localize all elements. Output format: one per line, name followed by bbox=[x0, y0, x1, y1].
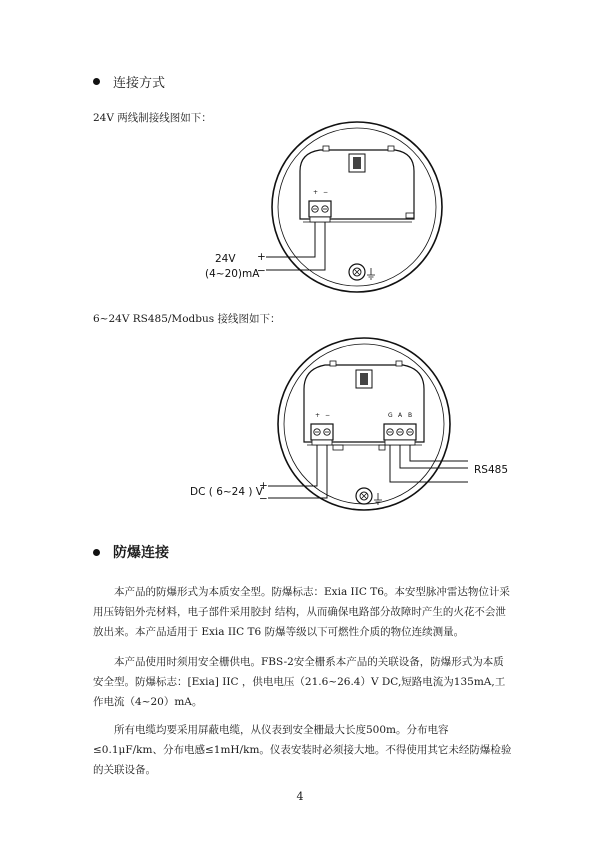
terminal-label-a: A bbox=[398, 412, 403, 419]
supply-label: DC ( 6~24 ) V bbox=[190, 486, 263, 498]
board-notch bbox=[330, 361, 336, 366]
rs485-label: RS485 bbox=[474, 464, 509, 476]
polarity-plus: + bbox=[257, 251, 266, 263]
heading-text: 连接方式 bbox=[113, 76, 166, 91]
board-notch bbox=[323, 146, 329, 151]
paragraph-cable-requirements: 所有电缆均要采用屏蔽电缆，从仪表到安全栅最大长度500m。分布电容≤0.1μF/km、分布电感≤1mH/km。仪表安装时必须接大地。不得使用其它未经防爆检验的关联设备。 bbox=[93, 724, 512, 776]
paragraph-explosion-type: 本产品的防爆形式为本质安全型。防爆标志：Exia IIC T6。本安型脉冲雷达物位计采用压铸铝外壳材料，电子部件采用胶封 结构，从而确保电路部分故障时产生的火花不会泄放出来。本产品适用于 Exia IIC T6 防爆等级以下可燃性介质的物位连续测量。 bbox=[93, 586, 510, 638]
section-heading-explosion-proof bbox=[93, 542, 169, 562]
voltage-label: 24V bbox=[215, 253, 236, 265]
heading-text: 防爆连接 bbox=[113, 545, 169, 561]
terminal-label-g: G bbox=[388, 412, 393, 419]
housing-inner-ring bbox=[284, 344, 444, 504]
board-notch bbox=[396, 361, 402, 366]
power-terminal-block bbox=[311, 424, 333, 440]
top-connector-pins bbox=[353, 157, 361, 169]
top-connector-pins bbox=[360, 373, 368, 385]
polarity-plus: + bbox=[259, 480, 268, 492]
terminal-label-minus: − bbox=[325, 412, 331, 419]
polarity-minus: − bbox=[257, 265, 266, 277]
housing-outer-ring bbox=[272, 122, 442, 292]
housing-inner-ring bbox=[278, 128, 436, 286]
polarity-minus: − bbox=[259, 493, 268, 505]
wiring-diagram-2wire bbox=[0, 125, 600, 305]
terminal-base bbox=[310, 217, 330, 222]
section-heading-connection bbox=[93, 72, 165, 91]
board-notch bbox=[388, 146, 394, 151]
terminal-block bbox=[309, 201, 331, 217]
bullet-icon bbox=[93, 78, 100, 85]
page-number: 4 bbox=[296, 790, 304, 803]
ground-symbol-icon bbox=[367, 268, 375, 279]
wire-plus bbox=[268, 445, 317, 486]
wire-plus bbox=[266, 222, 315, 257]
current-label: (4~20)mA bbox=[205, 268, 260, 280]
wire-rs485-g bbox=[390, 445, 468, 482]
terminal-label-plus: + bbox=[315, 412, 321, 419]
wire-minus bbox=[268, 445, 327, 498]
board-left-latch bbox=[333, 445, 343, 450]
board-mid-latch bbox=[379, 445, 385, 450]
terminal-label-b: B bbox=[408, 412, 413, 419]
terminal-label-minus: − bbox=[323, 189, 329, 196]
board-right-latch bbox=[406, 213, 414, 218]
bullet-icon bbox=[93, 549, 100, 556]
wiring-diagram-rs485 bbox=[0, 327, 600, 527]
caption-2wire: 24V 两线制接线图如下： bbox=[93, 112, 212, 124]
terminal-label-plus: + bbox=[313, 189, 319, 196]
caption-rs485: 6~24V RS485/Modbus 接线图如下： bbox=[93, 313, 281, 325]
wire-rs485-b bbox=[410, 445, 468, 461]
paragraph-safety-barrier: 本产品使用时须用安全栅供电。FBS-2安全栅系本产品的关联设备，防爆形式为本质安全型。防爆标志：[Exia] IIC ，供电电压（21.6~26.4）V DC,短路电流为135mA,工作电流（4~20）mA。 bbox=[93, 656, 506, 708]
